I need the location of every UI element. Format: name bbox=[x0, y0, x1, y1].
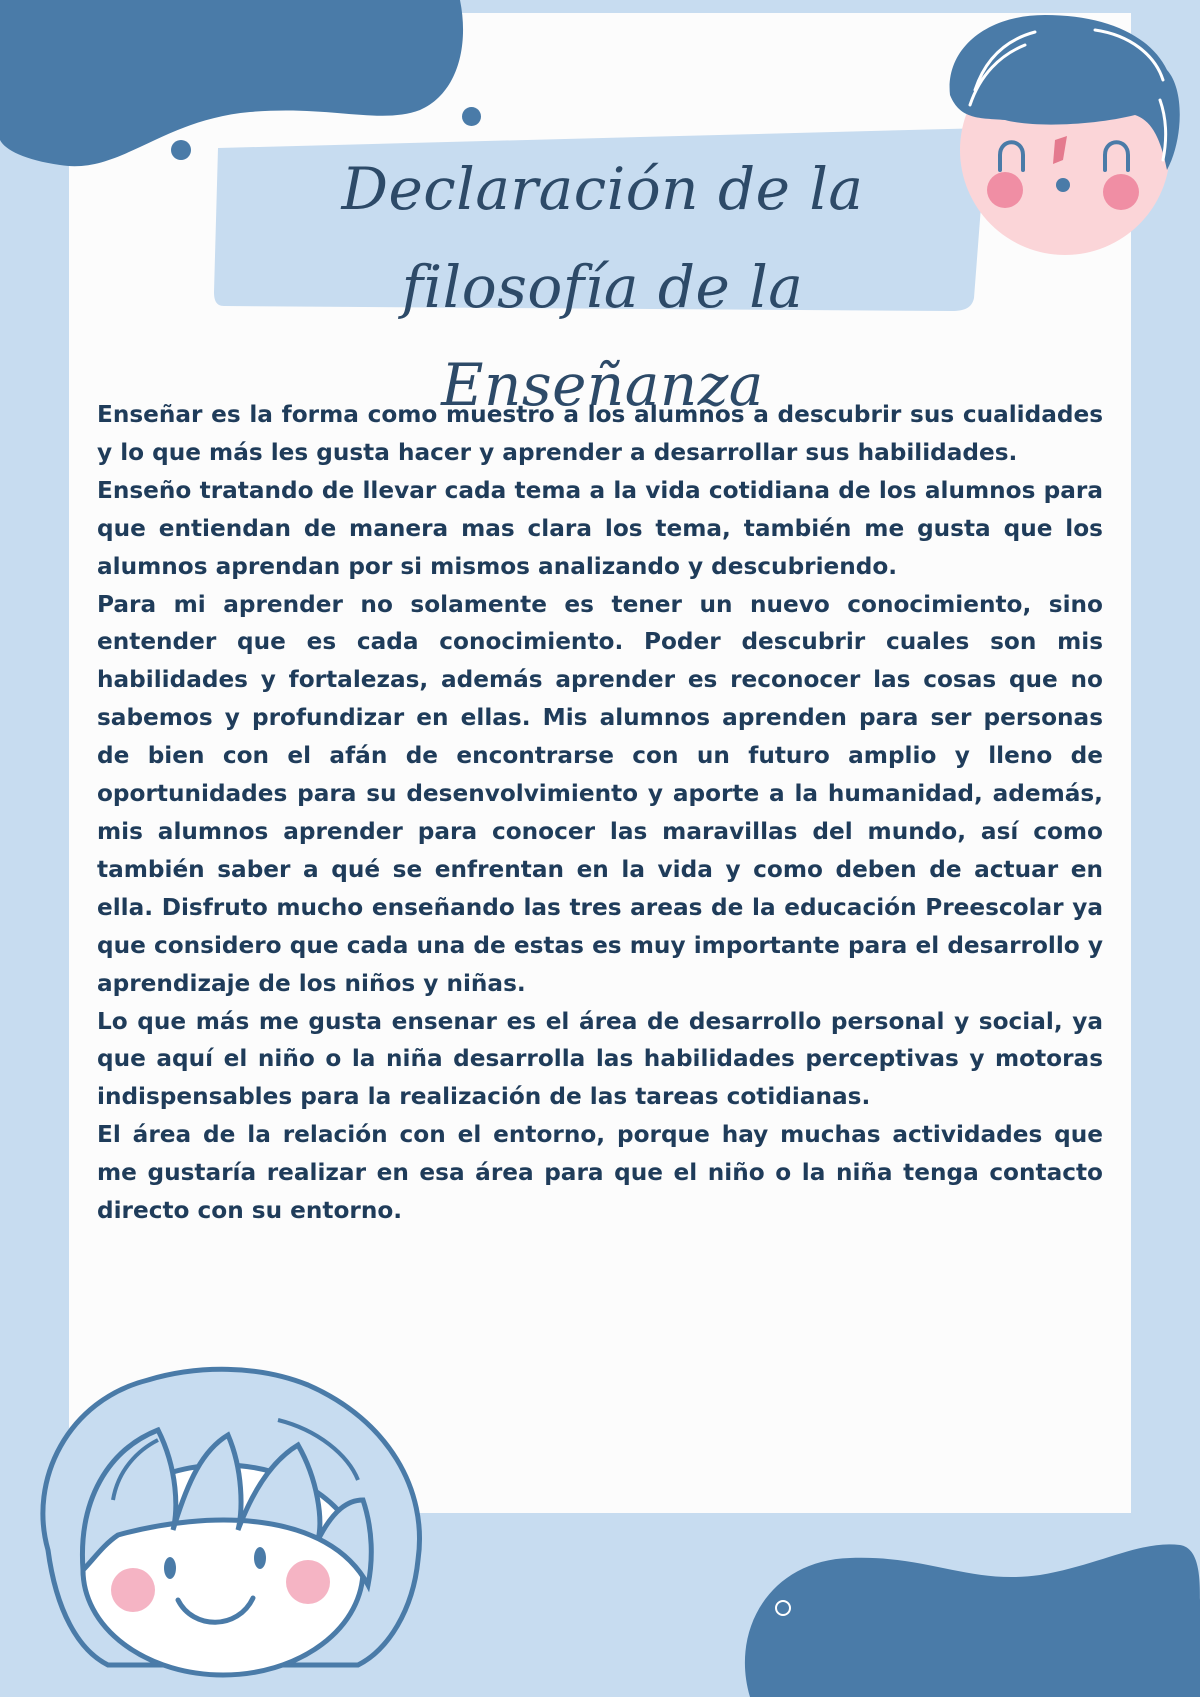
title-line-2: Enseñanza bbox=[441, 351, 764, 419]
paragraph: El área de la relación con el entorno, porque hay muchas actividades que me gustaría realizar en esa área para que el niño o la niña tenga contacto directo con su entorno. bbox=[97, 1121, 1103, 1225]
decor-dot bbox=[171, 140, 191, 160]
philosophy-body bbox=[97, 396, 1103, 1230]
paragraph: Lo que más me gusta ensenar es el área de desarrollo personal y social, ya que aquí el niño o la niña desarrolla las habilidades perceptivas y motoras indispensables para la realización de las tareas cotidianas. bbox=[97, 1007, 1103, 1111]
bottom-right-blob bbox=[740, 1540, 1200, 1697]
title-line-1: Declaración de la filosofía de la bbox=[341, 155, 864, 321]
decor-dot bbox=[462, 107, 481, 126]
paragraph: Enseñar es la forma como muestro a los alumnos a descubrir sus cualidades y lo que más les gusta hacer y aprender a desarrollar sus habilidades. bbox=[97, 401, 1103, 466]
page-title bbox=[215, 140, 990, 434]
paragraph: Enseño tratando de llevar cada tema a la vida cotidiana de los alumnos para que entiendan de manera mas clara los tema, también me gusta que los alumnos aprendan por si mismos analizando y descubriendo. bbox=[97, 476, 1103, 580]
girl-face-illustration bbox=[28, 1360, 438, 1680]
boy-face-illustration bbox=[945, 10, 1185, 260]
paragraph: Para mi aprender no solamente es tener un nuevo conocimiento, sino entender que es cada conocimiento. Poder descubrir cuales son mis habilidades y fortalezas, además aprender es reconocer las cosas que no sabemos y profundizar en ellas. Mis alumnos aprenden para ser personas de bien con el afán de encontrarse con un futuro amplio y lleno de oportunidades para su desenvolvimiento y aporte a la humanidad, además, mis alumnos aprender para conocer las maravillas del mundo, así como también saber a qué se enfrentan en la vida y como deben de actuar en ella. Disfruto mucho enseñando las tres areas de la educación Preescolar ya que considero que cada una de estas es muy importante para el desarrollo y aprendizaje de los niños y niñas. bbox=[97, 590, 1103, 997]
